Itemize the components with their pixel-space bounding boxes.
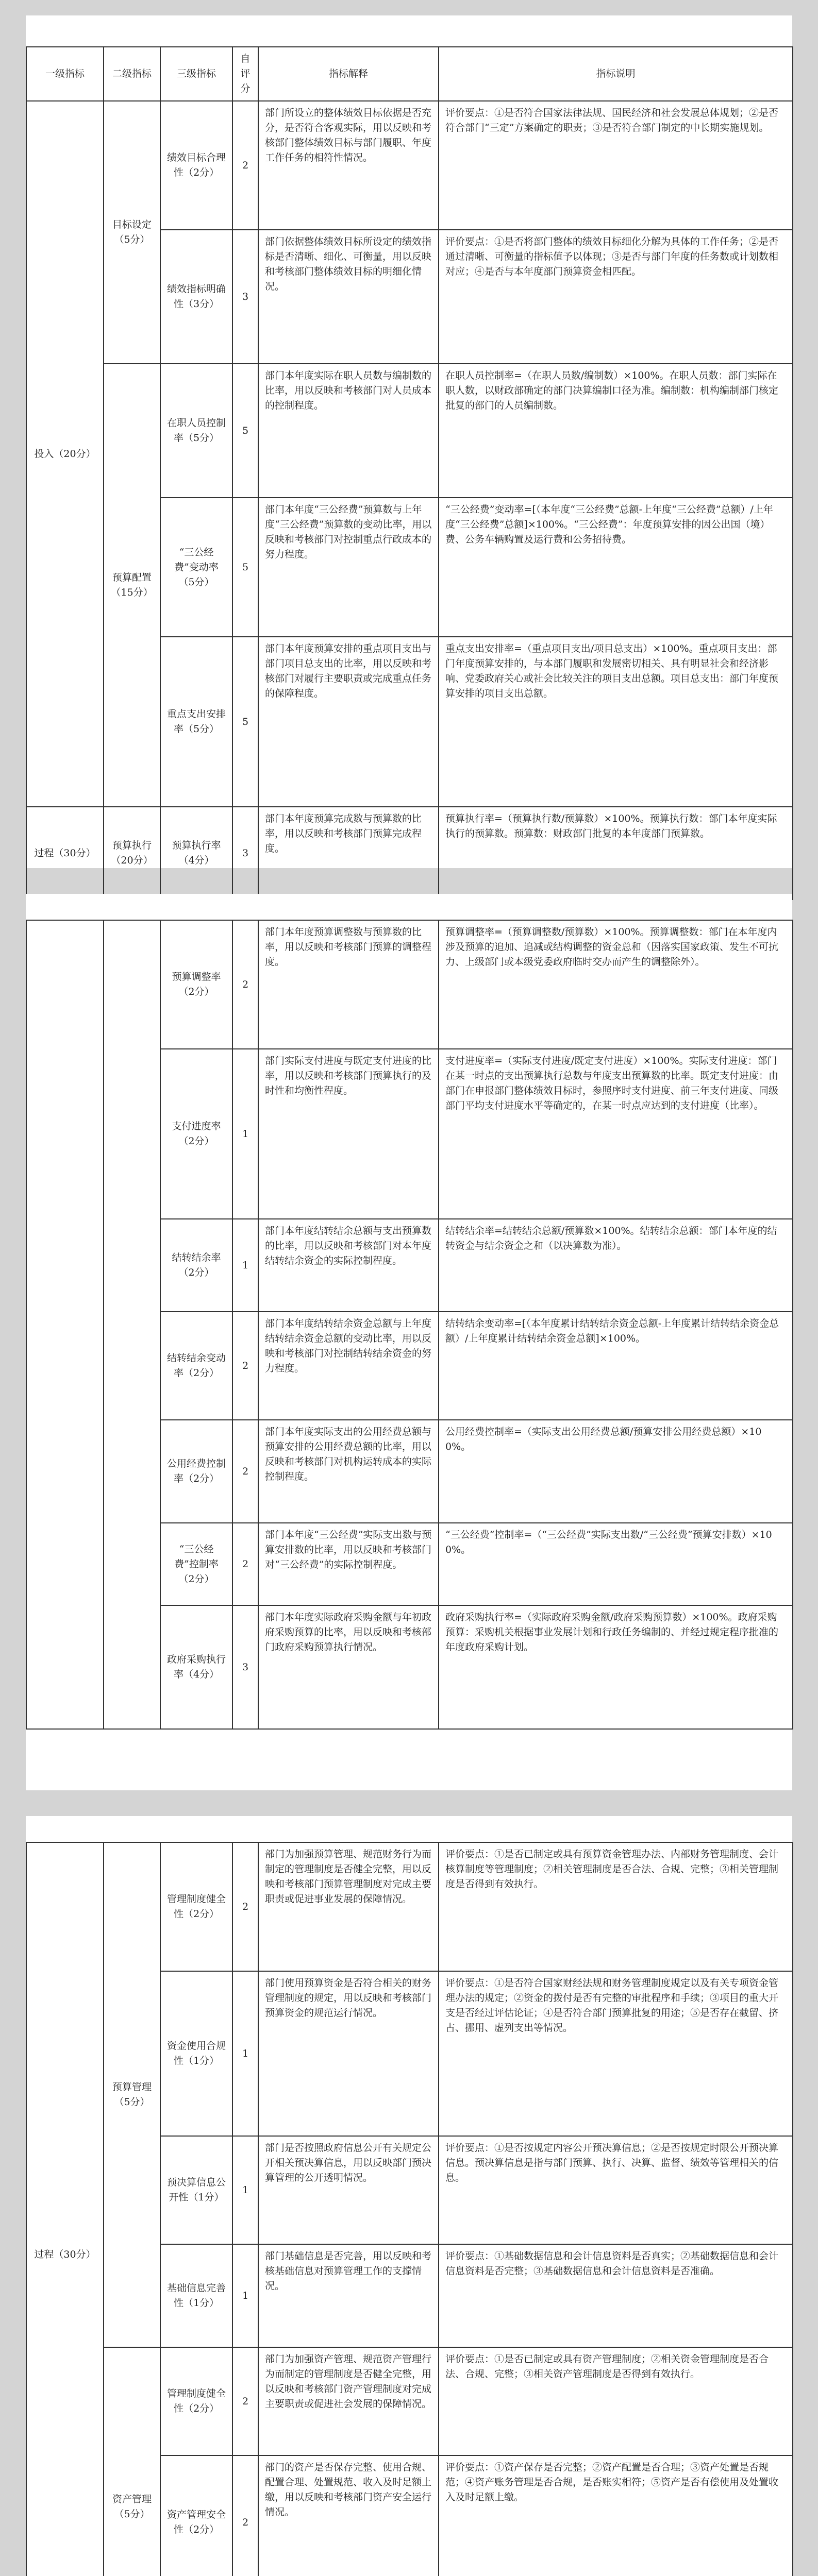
- header-description: 指标说明: [439, 47, 793, 101]
- score-cell: 5: [232, 364, 258, 498]
- document-page-3: [26, 1816, 792, 2576]
- level2-cell: 预算管理（5分）: [104, 1842, 160, 2347]
- description-cell: 重点支出安排率=（重点项目支出/项目总支出）×100%。重点项目支出：部门年度预算安排的，与本部门履职和发展密切相关、具有明显社会和经济影响、党委政府关心或社会比较关注的项目支出总额。项目总支出：部门年度预算安排的项目支出总额。: [439, 637, 793, 807]
- score-cell: 2: [232, 1312, 258, 1420]
- header-level1: 一级指标: [26, 47, 104, 101]
- explanation-cell: 部门为加强资产管理、规范资产管理行为而制定的管理制度是否健全完整，用以反映和考核部门资产管理制度对完成主要职责或促进社会发展的保障情况。: [258, 2347, 439, 2455]
- level3-cell: 公用经费控制率（2分）: [160, 1420, 232, 1523]
- header-level2: 二级指标: [104, 47, 160, 101]
- level3-cell: 支付进度率（2分）: [160, 1049, 232, 1219]
- explanation-cell: 部门本年度“三公经费”实际支出数与预算安排数的比率，用以反映和考核部门对“三公经费”的实际控制程度。: [258, 1523, 439, 1605]
- description-cell: 在职人员控制率=（在职人员数/编制数）×100%。在职人员数：部门实际在职人数，以财政部确定的部门决算编制口径为准。编制数：机构编制部门核定批复的部门的人员编制数。: [439, 364, 793, 498]
- document-page-1: [26, 15, 792, 868]
- explanation-cell: 部门为加强预算管理、规范财务行为而制定的管理制度是否健全完整，用以反映和考核部门预算管理制度对完成主要职责或促进事业发展的保障情况。: [258, 1842, 439, 1971]
- level2-cell: 预算配置（15分）: [104, 364, 160, 807]
- level2-cell-continued: [104, 920, 160, 1729]
- level3-cell: 绩效目标合理性（2分）: [160, 101, 232, 230]
- level1-cell-continued: [26, 920, 104, 1729]
- explanation-cell: 部门本年度实际政府采购金额与年初政府采购预算的比率，用以反映和考核部门政府采购预算执行情况。: [258, 1605, 439, 1729]
- score-cell: 2: [232, 2455, 258, 2576]
- explanation-cell: 部门基础信息是否完善，用以反映和考核基础信息对预算管理工作的支撑情况。: [258, 2244, 439, 2347]
- evaluation-table-part-2: [26, 920, 793, 1730]
- score-cell: 2: [232, 2347, 258, 2455]
- level3-cell: 资产管理安全性（2分）: [160, 2455, 232, 2576]
- score-cell: 1: [232, 2244, 258, 2347]
- score-cell: 3: [232, 807, 258, 900]
- description-cell: “三公经费”变动率=[（本年度“三公经费”总额-上年度“三公经费”总额）/上年度“三公经费”总额]×100%。“三公经费”：年度预算安排的因公出国（境）费、公务车辆购置及运行费和公务招待费。: [439, 498, 793, 637]
- score-cell: 1: [232, 1971, 258, 2136]
- score-cell: 2: [232, 101, 258, 230]
- description-cell: 评价要点：①是否已制定或具有资产管理制度；②相关资金管理制度是否合法、合规、完整；③相关资产管理制度是否得到有效执行。: [439, 2347, 793, 2455]
- level3-cell: 绩效指标明确性（3分）: [160, 230, 232, 364]
- description-cell: 预算执行率=（预算执行数/预算数）×100%。预算执行数：部门本年度实际执行的预算数。预算数：财政部门批复的本年度部门预算数。: [439, 807, 793, 900]
- level3-cell: 预决算信息公开性（1分）: [160, 2136, 232, 2244]
- description-cell: 评价要点：①基础数据信息和会计信息资料是否真实；②基础数据信息和会计信息资料是否完整；③基础数据信息和会计信息资料是否准确。: [439, 2244, 793, 2347]
- level3-cell: “三公经费”变动率（5分）: [160, 498, 232, 637]
- table-row: [26, 1842, 793, 1971]
- level3-cell: 资金使用合规性（1分）: [160, 1971, 232, 2136]
- level3-cell: 在职人员控制率（5分）: [160, 364, 232, 498]
- level3-cell: “三公经费”控制率（2分）: [160, 1523, 232, 1605]
- explanation-cell: 部门本年度实际在职人员数与编制数的比率，用以反映和考核部门对人员成本的控制程度。: [258, 364, 439, 498]
- explanation-cell: 部门所设立的整体绩效目标依据是否充分，是否符合客观实际，用以反映和考核部门整体绩效目标与部门履职、年度工作任务的相符性情况。: [258, 101, 439, 230]
- evaluation-table-part-3: [26, 1842, 793, 2576]
- score-cell: 3: [232, 230, 258, 364]
- explanation-cell: 部门本年度结转结余总额与支出预算数的比率，用以反映和考核部门对本年度结转结余资金的实际控制程度。: [258, 1219, 439, 1312]
- table-row: [26, 2347, 793, 2455]
- explanation-cell: 部门实际支付进度与既定支付进度的比率，用以反映和考核部门预算执行的及时性和均衡性程度。: [258, 1049, 439, 1219]
- level3-cell: 预算执行率（4分）: [160, 807, 232, 900]
- description-cell: 公用经费控制率=（实际支出公用经费总额/预算安排公用经费总额）×100%。: [439, 1420, 793, 1523]
- level1-cell: 过程（30分）: [26, 807, 104, 900]
- score-cell: 3: [232, 1605, 258, 1729]
- description-cell: 评价要点：①资产保存是否完整；②资产配置是否合理；③资产处置是否规范；④资产账务管理是否合规，是否账实相符；⑤资产是否有偿使用及处置收入及时足额上缴。: [439, 2455, 793, 2576]
- level3-cell: 管理制度健全性（2分）: [160, 2347, 232, 2455]
- level2-cell: 资产管理（5分）: [104, 2347, 160, 2576]
- description-cell: 预算调整率=（预算调整数/预算数）×100%。预算调整数：部门在本年度内涉及预算的追加、追减或结构调整的资金总和（因落实国家政策、发生不可抗力、上级部门或本级党委政府临时交办而产生的调整除外）。: [439, 920, 793, 1049]
- score-cell: 2: [232, 920, 258, 1049]
- score-cell: 5: [232, 498, 258, 637]
- level1-cell: 过程（30分）: [26, 1842, 104, 2576]
- level2-cell: 目标设定（5分）: [104, 101, 160, 364]
- score-cell: 5: [232, 637, 258, 807]
- explanation-cell: 部门本年度结转结余资金总额与上年度结转结余资金总额的变动比率，用以反映和考核部门对控制结转结余资金的努力程度。: [258, 1312, 439, 1420]
- level2-cell: 预算执行（20分）: [104, 807, 160, 900]
- description-cell: 结转结余率=结转结余总额/预算数×100%。结转结余总额：部门本年度的结转资金与结余资金之和（以决算数为准）。: [439, 1219, 793, 1312]
- score-cell: 1: [232, 1049, 258, 1219]
- explanation-cell: 部门的资产是否保存完整、使用合规、配置合理、处置规范、收入及时足额上缴，用以反映和考核部门资产安全运行情况。: [258, 2455, 439, 2576]
- level1-cell: 投入（20分）: [26, 101, 104, 807]
- score-cell: 1: [232, 1219, 258, 1312]
- explanation-cell: 部门使用预算资金是否符合相关的财务管理制度的规定，用以反映和考核部门预算资金的规范运行情况。: [258, 1971, 439, 2136]
- explanation-cell: 部门本年度“三公经费”预算数与上年度“三公经费”预算数的变动比率，用以反映和考核部门对控制重点行政成本的努力程度。: [258, 498, 439, 637]
- level3-cell: 基础信息完善性（1分）: [160, 2244, 232, 2347]
- explanation-cell: 部门本年度预算安排的重点项目支出与部门项目总支出的比率，用以反映和考核部门对履行主要职责或完成重点任务的保障程度。: [258, 637, 439, 807]
- description-cell: 评价要点：①是否符合国家财经法规和财务管理制度规定以及有关专项资金管理办法的规定；②资金的拨付是否有完整的审批程序和手续；③项目的重大开支是否经过评估论证；④是否符合部门预算批复的用途；⑤是否存在截留、挤占、挪用、虚列支出等情况。: [439, 1971, 793, 2136]
- description-cell: 支付进度率=（实际支付进度/既定支付进度）×100%。实际支付进度：部门在某一时点的支出预算执行总数与年度支出预算数的比率。既定支付进度：由部门在申报部门整体绩效目标时，参照序时支付进度、前三年支付进度、同级部门平均支付进度水平等确定的，在某一时点应达到的支付进度（比率）。: [439, 1049, 793, 1219]
- explanation-cell: 部门依据整体绩效目标所设定的绩效指标是否清晰、细化、可衡量，用以反映和考核部门整体绩效目标的明细化情况。: [258, 230, 439, 364]
- description-cell: 结转结余变动率=[（本年度累计结转结余资金总额-上年度累计结转结余资金总额）/上年度累计结转结余资金总额]×100%。: [439, 1312, 793, 1420]
- header-explanation: 指标解释: [258, 47, 439, 101]
- explanation-cell: 部门本年度预算调整数与预算数的比率，用以反映和考核部门预算的调整程度。: [258, 920, 439, 1049]
- level3-cell: 预算调整率（2分）: [160, 920, 232, 1049]
- table-row: [26, 920, 793, 1049]
- score-cell: 2: [232, 1420, 258, 1523]
- score-cell: 2: [232, 1523, 258, 1605]
- level3-cell: 结转结余率（2分）: [160, 1219, 232, 1312]
- table-row: [26, 101, 793, 230]
- level3-cell: 管理制度健全性（2分）: [160, 1842, 232, 1971]
- description-cell: 政府采购执行率=（实际政府采购金额/政府采购预算数）×100%。政府采购预算：采购机关根据事业发展计划和行政任务编制的、并经过规定程序批准的年度政府采购计划。: [439, 1605, 793, 1729]
- explanation-cell: 部门本年度预算完成数与预算数的比率，用以反映和考核部门预算完成程度。: [258, 807, 439, 900]
- level3-cell: 政府采购执行率（4分）: [160, 1605, 232, 1729]
- description-cell: 评价要点：①是否符合国家法律法规、国民经济和社会发展总体规划；②是否符合部门“三定”方案确定的职责；③是否符合部门制定的中长期实施规划。: [439, 101, 793, 230]
- table-row: [26, 364, 793, 498]
- explanation-cell: 部门是否按照政府信息公开有关规定公开相关预决算信息，用以反映部门预决算管理的公开透明情况。: [258, 2136, 439, 2244]
- header-score: 自评分: [232, 47, 258, 101]
- explanation-cell: 部门本年度实际支出的公用经费总额与预算安排的公用经费总额的比率，用以反映和考核部门对机构运转成本的实际控制程度。: [258, 1420, 439, 1523]
- score-cell: 2: [232, 1842, 258, 1971]
- level3-cell: 结转结余变动率（2分）: [160, 1312, 232, 1420]
- description-cell: 评价要点：①是否已制定或具有预算资金管理办法、内部财务管理制度、会计核算制度等管理制度；②相关管理制度是否合法、合规、完整；③相关管理制度是否得到有效执行。: [439, 1842, 793, 1971]
- description-cell: 评价要点：①是否将部门整体的绩效目标细化分解为具体的工作任务；②是否通过清晰、可衡量的指标值予以体现；③是否与部门年度的任务数或计划数相对应；④是否与本年度部门预算资金相匹配。: [439, 230, 793, 364]
- document-page-2: [26, 894, 792, 1790]
- description-cell: “三公经费”控制率=（“三公经费”实际支出数/“三公经费”预算安排数）×100%。: [439, 1523, 793, 1605]
- table-header-row: [26, 47, 793, 101]
- evaluation-table-part-1: [26, 46, 793, 900]
- header-level3: 三级指标: [160, 47, 232, 101]
- description-cell: 评价要点：①是否按规定内容公开预决算信息；②是否按规定时限公开预决算信息。预决算信息是指与部门预算、执行、决算、监督、绩效等管理相关的信息。: [439, 2136, 793, 2244]
- table-row: [26, 807, 793, 900]
- level3-cell: 重点支出安排率（5分）: [160, 637, 232, 807]
- score-cell: 1: [232, 2136, 258, 2244]
